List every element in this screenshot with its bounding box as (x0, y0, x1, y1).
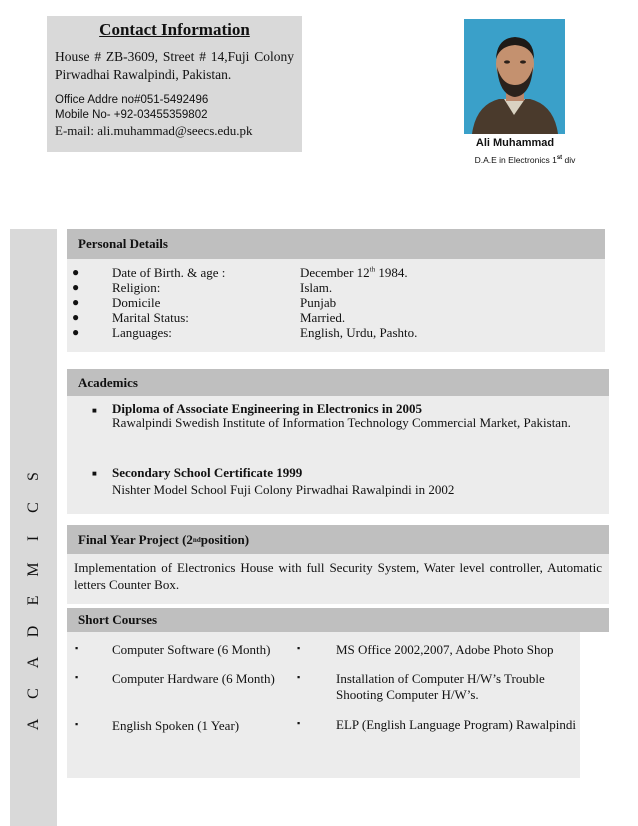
personal-row: ● Domicile Punjab (72, 295, 337, 310)
academic-description: Rawalpindi Swedish Institute of Information Technology Commercial Market, Pakistan. (112, 415, 571, 430)
personal-row: ● Marital Status: Married. (72, 310, 346, 325)
sidebar-letter: A (25, 656, 42, 669)
academic-title: Secondary School Certificate 1999 (112, 465, 303, 480)
sidebar-letter: C (25, 688, 42, 699)
course-item: English Spoken (1 Year) (112, 718, 240, 733)
sidebar-letter: S (25, 472, 42, 481)
sidebar-letter: A (25, 718, 42, 731)
academic-description: Nishter Model School Fuji Colony Pirwadhai Rawalpindi in 2002 (112, 482, 455, 497)
academic-title: Diploma of Associate Engineering in Electronics in 2005 (112, 401, 422, 416)
bullet-icon: ▪ (75, 672, 79, 682)
personal-details-body (67, 259, 605, 352)
final-year-project-heading: Final Year Project (2 nd position) (67, 525, 609, 554)
contact-box (47, 16, 302, 152)
course-item: Computer Software (6 Month) (112, 642, 271, 657)
bullet-icon: ● (72, 325, 80, 339)
final-year-project-body (67, 554, 609, 604)
profile-photo (464, 19, 565, 134)
personal-row: ● Religion: Islam. (72, 280, 333, 295)
course-item: ELP (English Language Program) Rawalpindi (336, 717, 576, 732)
sidebar-letter: E (25, 595, 42, 606)
sidebar-letter: M (25, 562, 42, 577)
bullet-icon: ● (72, 310, 80, 324)
square-bullet-icon: ■ (92, 406, 97, 415)
contact-address-line2: Pirwadhai Rawalpindi, Pakistan. (55, 67, 232, 82)
sidebar-letter: I (25, 535, 42, 542)
contact-mobile: Mobile No- +92-03455359802 (55, 109, 208, 121)
bullet-icon: ▪ (297, 718, 301, 728)
sidebar-letter: D (25, 625, 42, 638)
course-item: MS Office 2002,2007, Adobe Photo Shop (336, 642, 554, 657)
sidebar-vertical-text (10, 461, 57, 740)
bullet-icon: ● (72, 280, 80, 294)
bullet-icon: ▪ (297, 643, 301, 653)
personal-details-heading: Personal Details (67, 229, 605, 259)
contact-office-phone: Office Addre no#051-5492496 (55, 94, 209, 106)
bullet-icon: ● (72, 265, 80, 279)
course-item: Installation of Computer H/W’s Trouble Shooting Computer H/W’s. (336, 671, 545, 702)
profile-title: D.A.E in Electronics 1st div (474, 155, 576, 165)
course-item: Computer Hardware (6 Month) (112, 671, 275, 686)
contact-email: E-mail: ali.muhammad@seecs.edu.pk (55, 123, 253, 138)
short-courses-heading: Short Courses (67, 608, 609, 632)
project-description: Implementation of Electronics House with full Security System, Water level controller, Automatic letters Counter Box. (74, 560, 602, 592)
portrait-image (464, 19, 565, 134)
personal-row: ● Languages: English, Urdu, Pashto. (72, 325, 418, 340)
academics-sidebar (10, 229, 57, 826)
square-bullet-icon: ■ (92, 469, 97, 478)
academics-body (67, 396, 609, 514)
bullet-icon: ▪ (297, 672, 301, 682)
bullet-icon: ▪ (75, 719, 79, 729)
bullet-icon: ▪ (75, 643, 79, 653)
sidebar-letter: C (25, 502, 42, 513)
profile-name: Ali Muhammad (475, 137, 555, 149)
personal-row: ● Date of Birth. & age : December 12th 1984. (72, 265, 408, 280)
contact-title: Contact Information (99, 20, 250, 39)
short-courses-body (67, 632, 580, 778)
academics-heading: Academics (67, 369, 609, 396)
bullet-icon: ● (72, 295, 80, 309)
contact-address-line1: House # ZB-3609, Street # 14,Fuji Colony (55, 49, 294, 64)
